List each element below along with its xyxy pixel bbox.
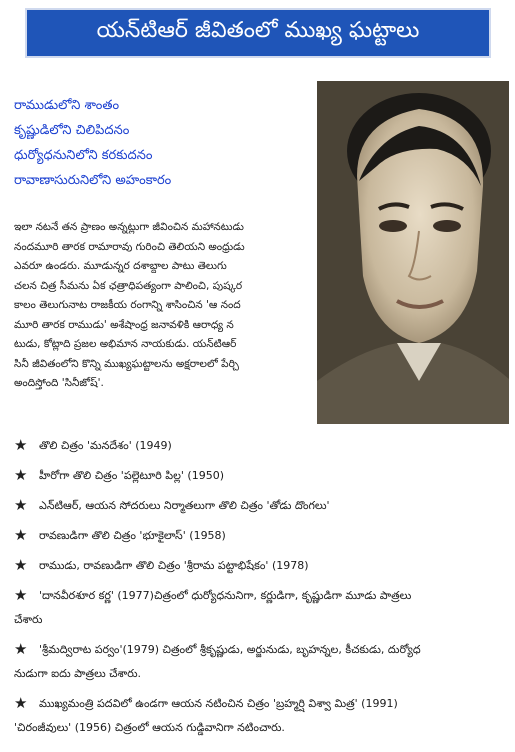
- star-icon: ★: [14, 526, 28, 544]
- star-icon: ★: [14, 496, 28, 514]
- intro-line: ఎవరూ ఉండరు. మూడున్నర దశాబ్దాల పాటు తెలుగు: [14, 260, 227, 272]
- intro-line: ఇలా నటనే తన ప్రాణం అన్నట్లుగా జీవించిన మహానటుడు: [14, 221, 244, 233]
- intro-line: కాలం తెలుగునాట రాజకీయ రంగాన్ని శాసించిన 'ఆ నంద: [14, 299, 241, 311]
- intro-line: చలన చిత్ర సీమను ఏక ఛత్రాధిపత్యంగా పాలించి, పుష్కర: [14, 279, 243, 292]
- trait-item: కృష్ణుడిలోని చిలిపిదనం: [14, 123, 130, 138]
- fact-text-continued: చేశారు: [14, 613, 43, 626]
- page-title: యన్‌టిఆర్ జీవితంలో ముఖ్య ఘట్టాలు: [96, 18, 420, 43]
- intro-line: మూరి తారక రాముడు' అశేషాంధ్ర జనావళికి ఆరాధ్య న: [14, 318, 234, 331]
- traits-list: [14, 93, 304, 193]
- fact-text: 'దానవీరశూర కర్ణ' (1977)చిత్రంలో ధుర్యోధనునిగా, కర్ణుడిగా, కృష్ణుడిగా మూడు పాత్రలు: [39, 589, 412, 602]
- fact-item: [14, 588, 509, 628]
- trait-item: ధుర్యోధనునిలోని కరకుదనం: [14, 148, 153, 163]
- fact-item: [14, 438, 509, 454]
- fact-item: [14, 468, 509, 484]
- fact-text: తొలి చిత్రం 'మనదేశం' (1949): [39, 439, 172, 452]
- star-icon: ★: [14, 436, 28, 454]
- fact-text: రాముడు, రావణుడిగా తొలి చిత్రం 'శ్రీరామ పట్టాభిషేకం' (1978): [39, 559, 309, 572]
- star-icon: ★: [14, 466, 28, 484]
- intro-line: సినీ జీవితంలోని కొన్ని ముఖ్యఘట్టాలను అక్షరాలలో పేర్చి: [14, 357, 239, 370]
- fact-item: [14, 642, 509, 682]
- fact-text: రావణుడిగా తొలి చిత్రం 'భూకైలాస్' (1958): [39, 529, 226, 542]
- facts-list: [14, 438, 509, 750]
- fact-item: [14, 528, 509, 544]
- fact-text-continued: నుడుగా ఐదు పాత్రలు చేశారు.: [14, 667, 142, 680]
- fact-item: [14, 558, 509, 574]
- fact-text: 'శ్రీమద్విరాట పర్వం'(1979) చిత్రంలో శ్రీకృష్ణుడు, అర్జునుడు, బృహన్నల, కీచకుడు, దుర్యోధ: [39, 643, 421, 656]
- fact-text: ఎన్‌టిఆర్, ఆయన సోదరులు నిర్మాతలుగా తొలి చిత్రం 'తోడు దొంగలు': [39, 499, 330, 512]
- fact-text: హీరోగా తొలి చిత్రం 'పల్లెటూరి పిల్ల' (1950): [39, 469, 225, 482]
- intro-paragraph: [14, 218, 312, 394]
- star-icon: ★: [14, 556, 28, 574]
- fact-item: [14, 498, 509, 514]
- intro-line: అందిస్తోంది 'సినీజోష్'.: [14, 377, 104, 389]
- portrait-photo: [317, 81, 509, 424]
- title-banner: [25, 8, 491, 58]
- portrait-illustration: [317, 81, 509, 424]
- fact-text-continued: 'చిరంజీవులు' (1956) చిత్రంలో ఆయన గుడ్డివానిగా నటించారు.: [14, 721, 285, 734]
- fact-item: [14, 696, 509, 736]
- intro-line: నందమూరి తారక రామారావు గురించి తెలియని అంధ్రుడు: [14, 240, 245, 253]
- star-icon: ★: [14, 640, 28, 658]
- trait-item: రాముడులోని శాంతం: [14, 98, 120, 113]
- trait-item: రావాణాసురునిలోని అహంకారం: [14, 173, 172, 188]
- star-icon: ★: [14, 694, 28, 712]
- star-icon: ★: [14, 586, 28, 604]
- fact-text: ముఖ్యమంత్రి పదవిలో ఉండగా ఆయన నటించిన చిత్రం 'బ్రహ్మర్షి విశ్వా మిత్ర' (1991): [39, 697, 398, 710]
- intro-line: టుడు, కోట్లాది ప్రజల అభిమాన నాయకుడు. యన్‌టిఆర్: [14, 338, 237, 350]
